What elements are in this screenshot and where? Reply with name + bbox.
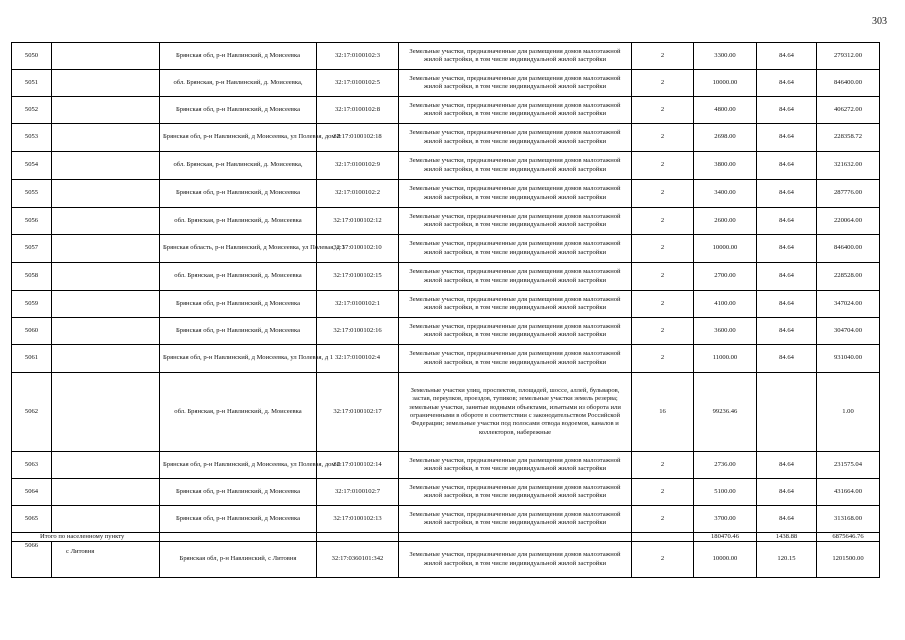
land-use-cell: Земельные участки, предназначенные для размещения домов малоэтажной жилой застройки, в том числе индивидуальной жилой застройки <box>399 180 632 208</box>
group-cell: 2 <box>632 318 694 345</box>
summary-cadastral-value: 6875646.76 <box>817 533 880 542</box>
cadastral-value-cell: 279312.00 <box>817 43 880 70</box>
empty-cell <box>52 373 160 452</box>
specific-value-cell: 84.64 <box>757 152 817 180</box>
cadastral-value-cell: 287776.00 <box>817 180 880 208</box>
row-number: 5056 <box>12 208 52 235</box>
empty-cell <box>52 208 160 235</box>
group-cell: 2 <box>632 124 694 152</box>
row-number: 5052 <box>12 97 52 124</box>
cadastral-number-cell: 32:17:0100102:1 <box>317 291 399 318</box>
empty-cell <box>52 345 160 373</box>
empty-cell <box>317 533 399 542</box>
land-use-cell: Земельные участки, предназначенные для размещения домов малоэтажной жилой застройки, в том числе индивидуальной жилой застройки <box>399 318 632 345</box>
table-row <box>12 506 880 533</box>
cadastral-number-cell: 32:17:0100102:12 <box>317 208 399 235</box>
cadastral-number-cell: 32:17:0100102:7 <box>317 479 399 506</box>
address-cell: обл. Брянская, р-н Навлинский, д. Моисеевка, <box>160 70 317 97</box>
group-cell: 2 <box>632 263 694 291</box>
specific-value-cell <box>757 373 817 452</box>
land-use-cell: Земельные участки, предназначенные для размещения домов малоэтажной жилой застройки, в том числе индивидуальной жилой застройки <box>399 345 632 373</box>
group-cell: 2 <box>632 97 694 124</box>
land-use-cell: Земельные участки, предназначенные для размещения домов малоэтажной жилой застройки, в том числе индивидуальной жилой застройки <box>399 235 632 263</box>
summary-label: Итого по населенному пункту <box>12 533 160 542</box>
empty-cell <box>52 452 160 479</box>
cadastral-number-cell: 32:17:0100102:10 <box>317 235 399 263</box>
table-body <box>12 43 880 578</box>
cadastral-number-cell: 32:17:0100102:8 <box>317 97 399 124</box>
cadastral-number-cell: 32:17:0100102:13 <box>317 506 399 533</box>
address-cell: обл. Брянская, р-н Навлинский, д. Моисеевка, <box>160 152 317 180</box>
group-cell: 2 <box>632 152 694 180</box>
empty-cell <box>52 124 160 152</box>
group-cell: 2 <box>632 235 694 263</box>
table-row <box>12 235 880 263</box>
specific-value-cell: 84.64 <box>757 97 817 124</box>
area-cell: 99236.46 <box>694 373 757 452</box>
table-row <box>12 345 880 373</box>
area-cell: 3600.00 <box>694 318 757 345</box>
table-row <box>12 479 880 506</box>
row-number: 5051 <box>12 70 52 97</box>
empty-cell <box>52 97 160 124</box>
empty-cell <box>52 506 160 533</box>
specific-value-cell: 84.64 <box>757 124 817 152</box>
group-cell: 2 <box>632 291 694 318</box>
cadastral-value-cell: 313168.00 <box>817 506 880 533</box>
table-row <box>12 373 880 452</box>
empty-cell <box>52 180 160 208</box>
land-use-cell: Земельные участки улиц, проспектов, площадей, шоссе, аллей, бульваров, застав, переулков, проездов, тупиков; земельные участки земель резерва; земельные участки, занятые водными объектами, изъятыми из оборота или ограниченными в обороте в соответствии с законодательством Российской Федерации; земельные участки под полосами отвода водоемов, каналов и коллекторов, набережные <box>399 373 632 452</box>
specific-value-cell: 84.64 <box>757 180 817 208</box>
empty-cell <box>52 43 160 70</box>
table-row <box>12 291 880 318</box>
cadastral-value-cell: 228358.72 <box>817 124 880 152</box>
table-row <box>12 542 880 578</box>
cadastral-number-cell: 32:17:0100102:16 <box>317 318 399 345</box>
address-cell: Брянская обл, р-н Навлинский, д Моисеевка, ул Полевая, дом 8 <box>160 124 317 152</box>
specific-value-cell: 84.64 <box>757 70 817 97</box>
specific-value-cell: 84.64 <box>757 318 817 345</box>
cadastral-value-cell: 231575.04 <box>817 452 880 479</box>
area-cell: 3300.00 <box>694 43 757 70</box>
cadastral-value-cell: 220064.00 <box>817 208 880 235</box>
table-row <box>12 452 880 479</box>
table-row <box>12 124 880 152</box>
area-cell: 10000.00 <box>694 70 757 97</box>
address-cell: Брянская обл, р-н Навлинский, д Моисеевка <box>160 180 317 208</box>
area-cell: 11000.00 <box>694 345 757 373</box>
row-number: 5059 <box>12 291 52 318</box>
cadastral-number-cell: 32:17:0100102:5 <box>317 70 399 97</box>
cadastral-number-cell: 32:17:0100102:4 <box>317 345 399 373</box>
table-row <box>12 43 880 70</box>
summary-specific-value: 1438.88 <box>757 533 817 542</box>
specific-value-cell: 84.64 <box>757 345 817 373</box>
group-cell: 2 <box>632 70 694 97</box>
address-cell: Брянская область, р-н Навлинский, д Моисеевка, ул Полевая, д 3 <box>160 235 317 263</box>
empty-cell <box>52 542 160 578</box>
cadastral-value-cell: 347024.00 <box>817 291 880 318</box>
group-cell: 2 <box>632 180 694 208</box>
address-cell: обл. Брянская, р-н Навлинский, д. Моисеевка <box>160 263 317 291</box>
address-cell: Брянская обл, р-н Навлинский, д Моисеевка <box>160 97 317 124</box>
area-cell: 10000.00 <box>694 542 757 578</box>
land-use-cell: Земельные участки, предназначенные для размещения домов малоэтажной жилой застройки, в том числе индивидуальной жилой застройки <box>399 506 632 533</box>
row-number: 5054 <box>12 152 52 180</box>
address-cell: обл. Брянская, р-н Навлинский, д. Моисеевка <box>160 373 317 452</box>
group-cell: 2 <box>632 479 694 506</box>
empty-cell <box>399 533 632 542</box>
group-cell: 2 <box>632 542 694 578</box>
row-number: 5065 <box>12 506 52 533</box>
cadastral-value-cell: 304704.00 <box>817 318 880 345</box>
table-row <box>12 180 880 208</box>
table-row <box>12 318 880 345</box>
row-number: 5055 <box>12 180 52 208</box>
empty-cell <box>52 291 160 318</box>
table-row <box>12 152 880 180</box>
address-cell: Брянская обл, р-н Навлинский, д Моисеевка, ул Полевая, д 1 <box>160 345 317 373</box>
area-cell: 5100.00 <box>694 479 757 506</box>
row-number: 5050 <box>12 43 52 70</box>
area-cell: 2600.00 <box>694 208 757 235</box>
address-cell: Брянская обл, р-н Навлинский, д Моисеевка <box>160 318 317 345</box>
page-number: 303 <box>872 16 887 27</box>
address-cell: Брянская обл, р-н Навлинский, д Моисеевка <box>160 43 317 70</box>
row-number: 5053 <box>12 124 52 152</box>
land-use-cell: Земельные участки, предназначенные для размещения домов малоэтажной жилой застройки, в том числе индивидуальной жилой застройки <box>399 43 632 70</box>
specific-value-cell: 84.64 <box>757 506 817 533</box>
land-use-cell: Земельные участки, предназначенные для размещения домов малоэтажной жилой застройки, в том числе индивидуальной жилой застройки <box>399 452 632 479</box>
land-use-cell: Земельные участки, предназначенные для размещения домов малоэтажной жилой застройки, в том числе индивидуальной жилой застройки <box>399 152 632 180</box>
group-cell: 16 <box>632 373 694 452</box>
cadastral-value-cell: 431664.00 <box>817 479 880 506</box>
specific-value-cell: 84.64 <box>757 291 817 318</box>
empty-cell <box>52 318 160 345</box>
cadastral-number-cell: 32:17:0100102:17 <box>317 373 399 452</box>
address-cell: Брянская обл, р-н Навлинский, д Моисеевка <box>160 479 317 506</box>
land-use-cell: Земельные участки, предназначенные для размещения домов малоэтажной жилой застройки, в том числе индивидуальной жилой застройки <box>399 542 632 578</box>
specific-value-cell: 120.15 <box>757 542 817 578</box>
address-cell: Брянская обл, р-н Навлинский, д Моисеевка <box>160 506 317 533</box>
group-cell: 2 <box>632 43 694 70</box>
cadastral-value-cell: 1.00 <box>817 373 880 452</box>
empty-cell <box>52 235 160 263</box>
summary-area: 180470.46 <box>694 533 757 542</box>
area-cell: 4800.00 <box>694 97 757 124</box>
area-cell: 4100.00 <box>694 291 757 318</box>
cadastral-number-cell: 32:17:0360101:342 <box>317 542 399 578</box>
specific-value-cell: 84.64 <box>757 208 817 235</box>
cadastral-value-cell: 931040.00 <box>817 345 880 373</box>
area-cell: 2736.00 <box>694 452 757 479</box>
summary-row <box>12 533 880 542</box>
land-use-cell: Земельные участки, предназначенные для размещения домов малоэтажной жилой застройки, в том числе индивидуальной жилой застройки <box>399 97 632 124</box>
cadastral-number-cell: 32:17:0100102:14 <box>317 452 399 479</box>
empty-cell <box>52 479 160 506</box>
specific-value-cell: 84.64 <box>757 263 817 291</box>
cadastral-value-cell: 228528.00 <box>817 263 880 291</box>
row-number: 5064 <box>12 479 52 506</box>
cadastral-value-cell: 406272.00 <box>817 97 880 124</box>
table-row <box>12 263 880 291</box>
land-use-cell: Земельные участки, предназначенные для размещения домов малоэтажной жилой застройки, в том числе индивидуальной жилой застройки <box>399 479 632 506</box>
address-cell: обл. Брянская, р-н Навлинский, д. Моисеевка <box>160 208 317 235</box>
cadastral-value-cell: 1201500.00 <box>817 542 880 578</box>
cadastral-number-cell: 32:17:0100102:18 <box>317 124 399 152</box>
empty-cell <box>52 152 160 180</box>
row-number: 5066 <box>12 542 52 578</box>
row-number: 5063 <box>12 452 52 479</box>
address-cell: Брянская обл, р-н Навлинский, с Литовня <box>160 542 317 578</box>
row-number: 5058 <box>12 263 52 291</box>
table-row <box>12 70 880 97</box>
land-use-cell: Земельные участки, предназначенные для размещения домов малоэтажной жилой застройки, в том числе индивидуальной жилой застройки <box>399 208 632 235</box>
empty-cell <box>52 263 160 291</box>
area-cell: 10000.00 <box>694 235 757 263</box>
cadastral-number-cell: 32:17:0100102:9 <box>317 152 399 180</box>
cadastral-number-cell: 32:17:0100102:15 <box>317 263 399 291</box>
area-cell: 3800.00 <box>694 152 757 180</box>
area-cell: 2698.00 <box>694 124 757 152</box>
specific-value-cell: 84.64 <box>757 235 817 263</box>
land-use-cell: Земельные участки, предназначенные для размещения домов малоэтажной жилой застройки, в том числе индивидуальной жилой застройки <box>399 70 632 97</box>
cadastral-number-cell: 32:17:0100102:3 <box>317 43 399 70</box>
address-cell: Брянская обл, р-н Навлинский, д Моисеевка <box>160 291 317 318</box>
cadastral-number-cell: 32:17:0100102:2 <box>317 180 399 208</box>
land-use-cell: Земельные участки, предназначенные для размещения домов малоэтажной жилой застройки, в том числе индивидуальной жилой застройки <box>399 124 632 152</box>
group-cell: 2 <box>632 452 694 479</box>
empty-cell <box>632 533 694 542</box>
cadastral-value-cell: 321632.00 <box>817 152 880 180</box>
table-row <box>12 97 880 124</box>
cadastral-value-cell: 846400.00 <box>817 70 880 97</box>
group-cell: 2 <box>632 208 694 235</box>
row-number: 5060 <box>12 318 52 345</box>
land-use-cell: Земельные участки, предназначенные для размещения домов малоэтажной жилой застройки, в том числе индивидуальной жилой застройки <box>399 291 632 318</box>
area-cell: 2700.00 <box>694 263 757 291</box>
address-cell: Брянская обл, р-н Навлинский, д Моисеевка, ул Полевая, дом 6 <box>160 452 317 479</box>
group-cell: 2 <box>632 345 694 373</box>
specific-value-cell: 84.64 <box>757 43 817 70</box>
locality-label: с Литовня <box>66 548 95 555</box>
empty-cell <box>160 533 317 542</box>
row-number: 5061 <box>12 345 52 373</box>
specific-value-cell: 84.64 <box>757 479 817 506</box>
cadastral-value-table <box>11 42 880 578</box>
row-number: 5062 <box>12 373 52 452</box>
area-cell: 3400.00 <box>694 180 757 208</box>
empty-cell <box>52 70 160 97</box>
area-cell: 3700.00 <box>694 506 757 533</box>
group-cell: 2 <box>632 506 694 533</box>
table-row <box>12 208 880 235</box>
land-use-cell: Земельные участки, предназначенные для размещения домов малоэтажной жилой застройки, в том числе индивидуальной жилой застройки <box>399 263 632 291</box>
specific-value-cell: 84.64 <box>757 452 817 479</box>
row-number: 5057 <box>12 235 52 263</box>
cadastral-value-cell: 846400.00 <box>817 235 880 263</box>
